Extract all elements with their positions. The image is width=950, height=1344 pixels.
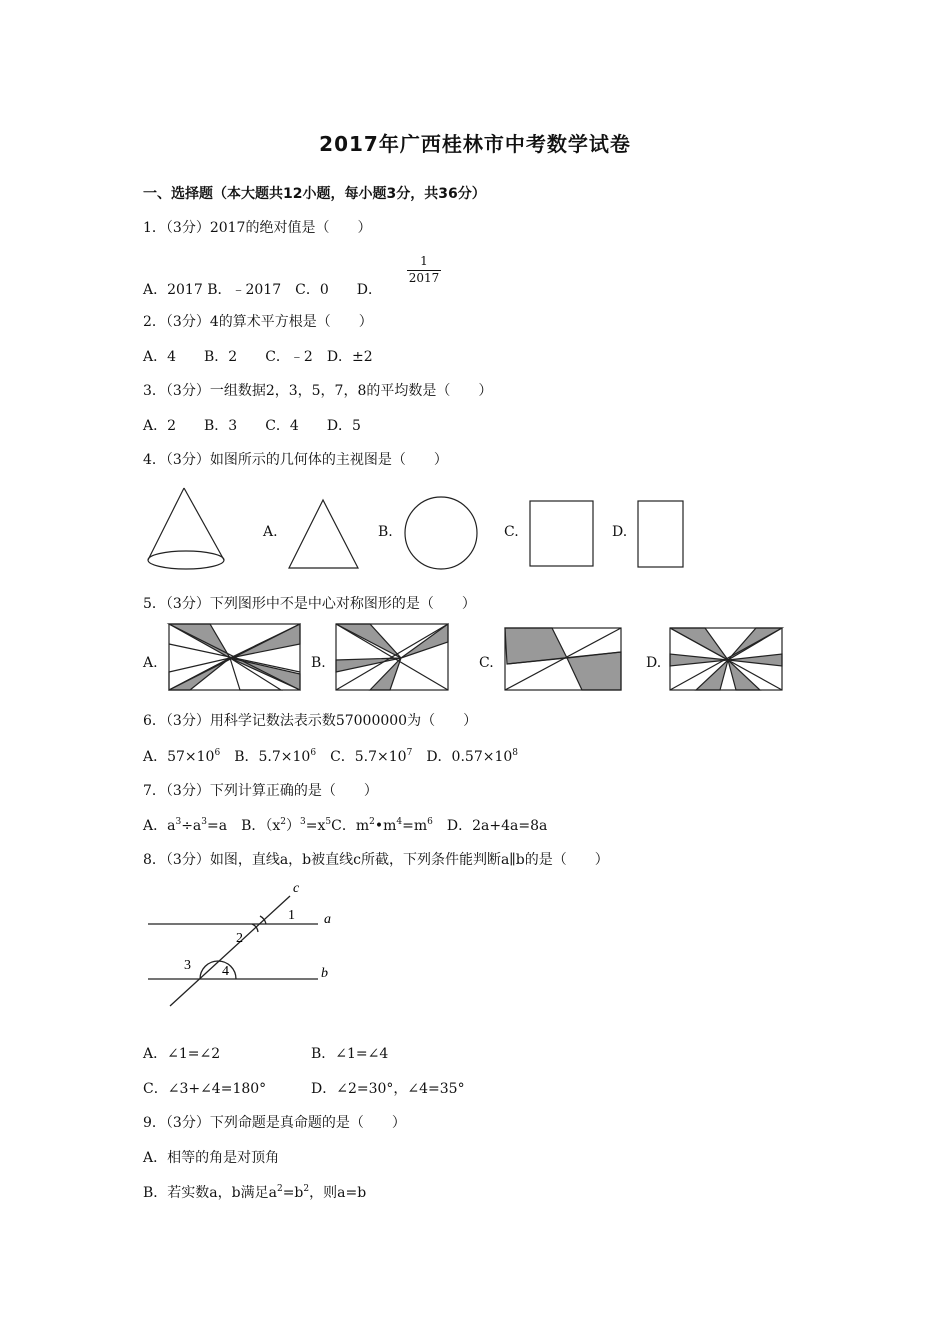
fraction-numerator: 1 [407,254,441,271]
page-title: 2017年广西桂林市中考数学试卷 [319,132,631,156]
label-a: a [324,912,331,927]
q5-label-b: B. [311,655,326,671]
question-3-stem: 3．（3分）一组数据2，3，5，7，8的平均数是（ ） [143,383,493,399]
option-c: C．$5.7\times 10^7$ [330,748,413,765]
question-2-stem: 2．（3分）4的算术平方根是（ ） [143,314,373,330]
question-1-stem: 1．（3分）2017的绝对值是（ ） [143,220,372,236]
option-d-rectangle [638,501,683,567]
question-8-option-d: D．∠2=30°，∠4=35° [311,1081,465,1097]
question-6-stem: 6．（3分）用科学记数法表示数57000000为（ ） [143,713,478,729]
option-d-pattern [670,628,782,690]
question-1-options: A．2017 B．﹣2017 C．0 D． [143,282,382,298]
label-3: 3 [184,958,191,973]
question-3-options: A．2 B．3 C．4 D．5 [143,418,361,434]
q4-label-a: A. [263,524,278,540]
q5-label-d: D. [646,655,662,671]
question-5-stem: 5．（3分）下列图形中不是中心对称图形的是（ ） [143,596,476,612]
question-4-stem: 4．（3分）如图所示的几何体的主视图是（ ） [143,452,448,468]
angle-3-4-arc [200,961,236,979]
line-c [170,896,290,1006]
q4-label-d: D. [612,524,628,540]
question-7-stem: 7．（3分）下列计算正确的是（ ） [143,783,378,799]
question-9-option-b: B．若实数a，b满足$a^2=b^2$，则a=b [143,1184,367,1201]
label-c: c [293,881,300,896]
label-1: 1 [288,908,295,923]
option-a: A．$a^3\div a^3=a$ [143,817,228,834]
option-d: D．$0.57\times 10^8$ [426,748,519,765]
question-7-options: A．$a^3\div a^3=a$ B．$(x^2)^3=x^5C$．$m^2•m^4=m^6$ D．2a+4a=8a [143,817,548,834]
option-a-triangle [289,500,358,568]
question-1-fraction [407,254,441,286]
parallel-lines-figure [140,878,350,1013]
q5-label-a: A. [143,655,158,671]
cone-figure [148,488,224,569]
q5-label-c: C. [479,655,494,671]
option-c-square [530,501,593,566]
section-heading: 一、选择题（本大题共12小题，每小题3分，共36分） [143,186,486,202]
label-b: b [321,966,328,981]
question-6-options [143,748,518,766]
question-2-options: A．4 B．2 C．﹣2 D．±2 [143,349,373,365]
question-8-option-b: B．∠1=∠4 [311,1046,389,1062]
question-8-option-a: A．∠1=∠2 [143,1046,221,1062]
question-9-option-a: A．相等的角是对顶角 [143,1150,280,1166]
question-8-option-c: C．∠3+∠4=180° [143,1081,267,1097]
label-4: 4 [222,964,229,979]
label-2: 2 [236,931,243,946]
option-a: A．$57\times 10^6$ [143,748,221,765]
option-b-pattern [336,624,448,690]
question-8-stem: 8．（3分）如图，直线a，b被直线c所截，下列条件能判断a∥b的是（ ） [143,852,609,868]
fraction-denominator: 2017 [408,271,440,285]
q4-label-c: C. [504,524,519,540]
q4-label-b: B. [378,524,393,540]
question-9-stem: 9．（3分）下列命题是真命题的是（ ） [143,1115,406,1131]
option-c-pattern [505,628,621,690]
option-a-pattern [169,624,300,690]
option-b: B．$5.7\times 10^6$ [234,748,317,765]
option-b-circle [405,497,477,569]
